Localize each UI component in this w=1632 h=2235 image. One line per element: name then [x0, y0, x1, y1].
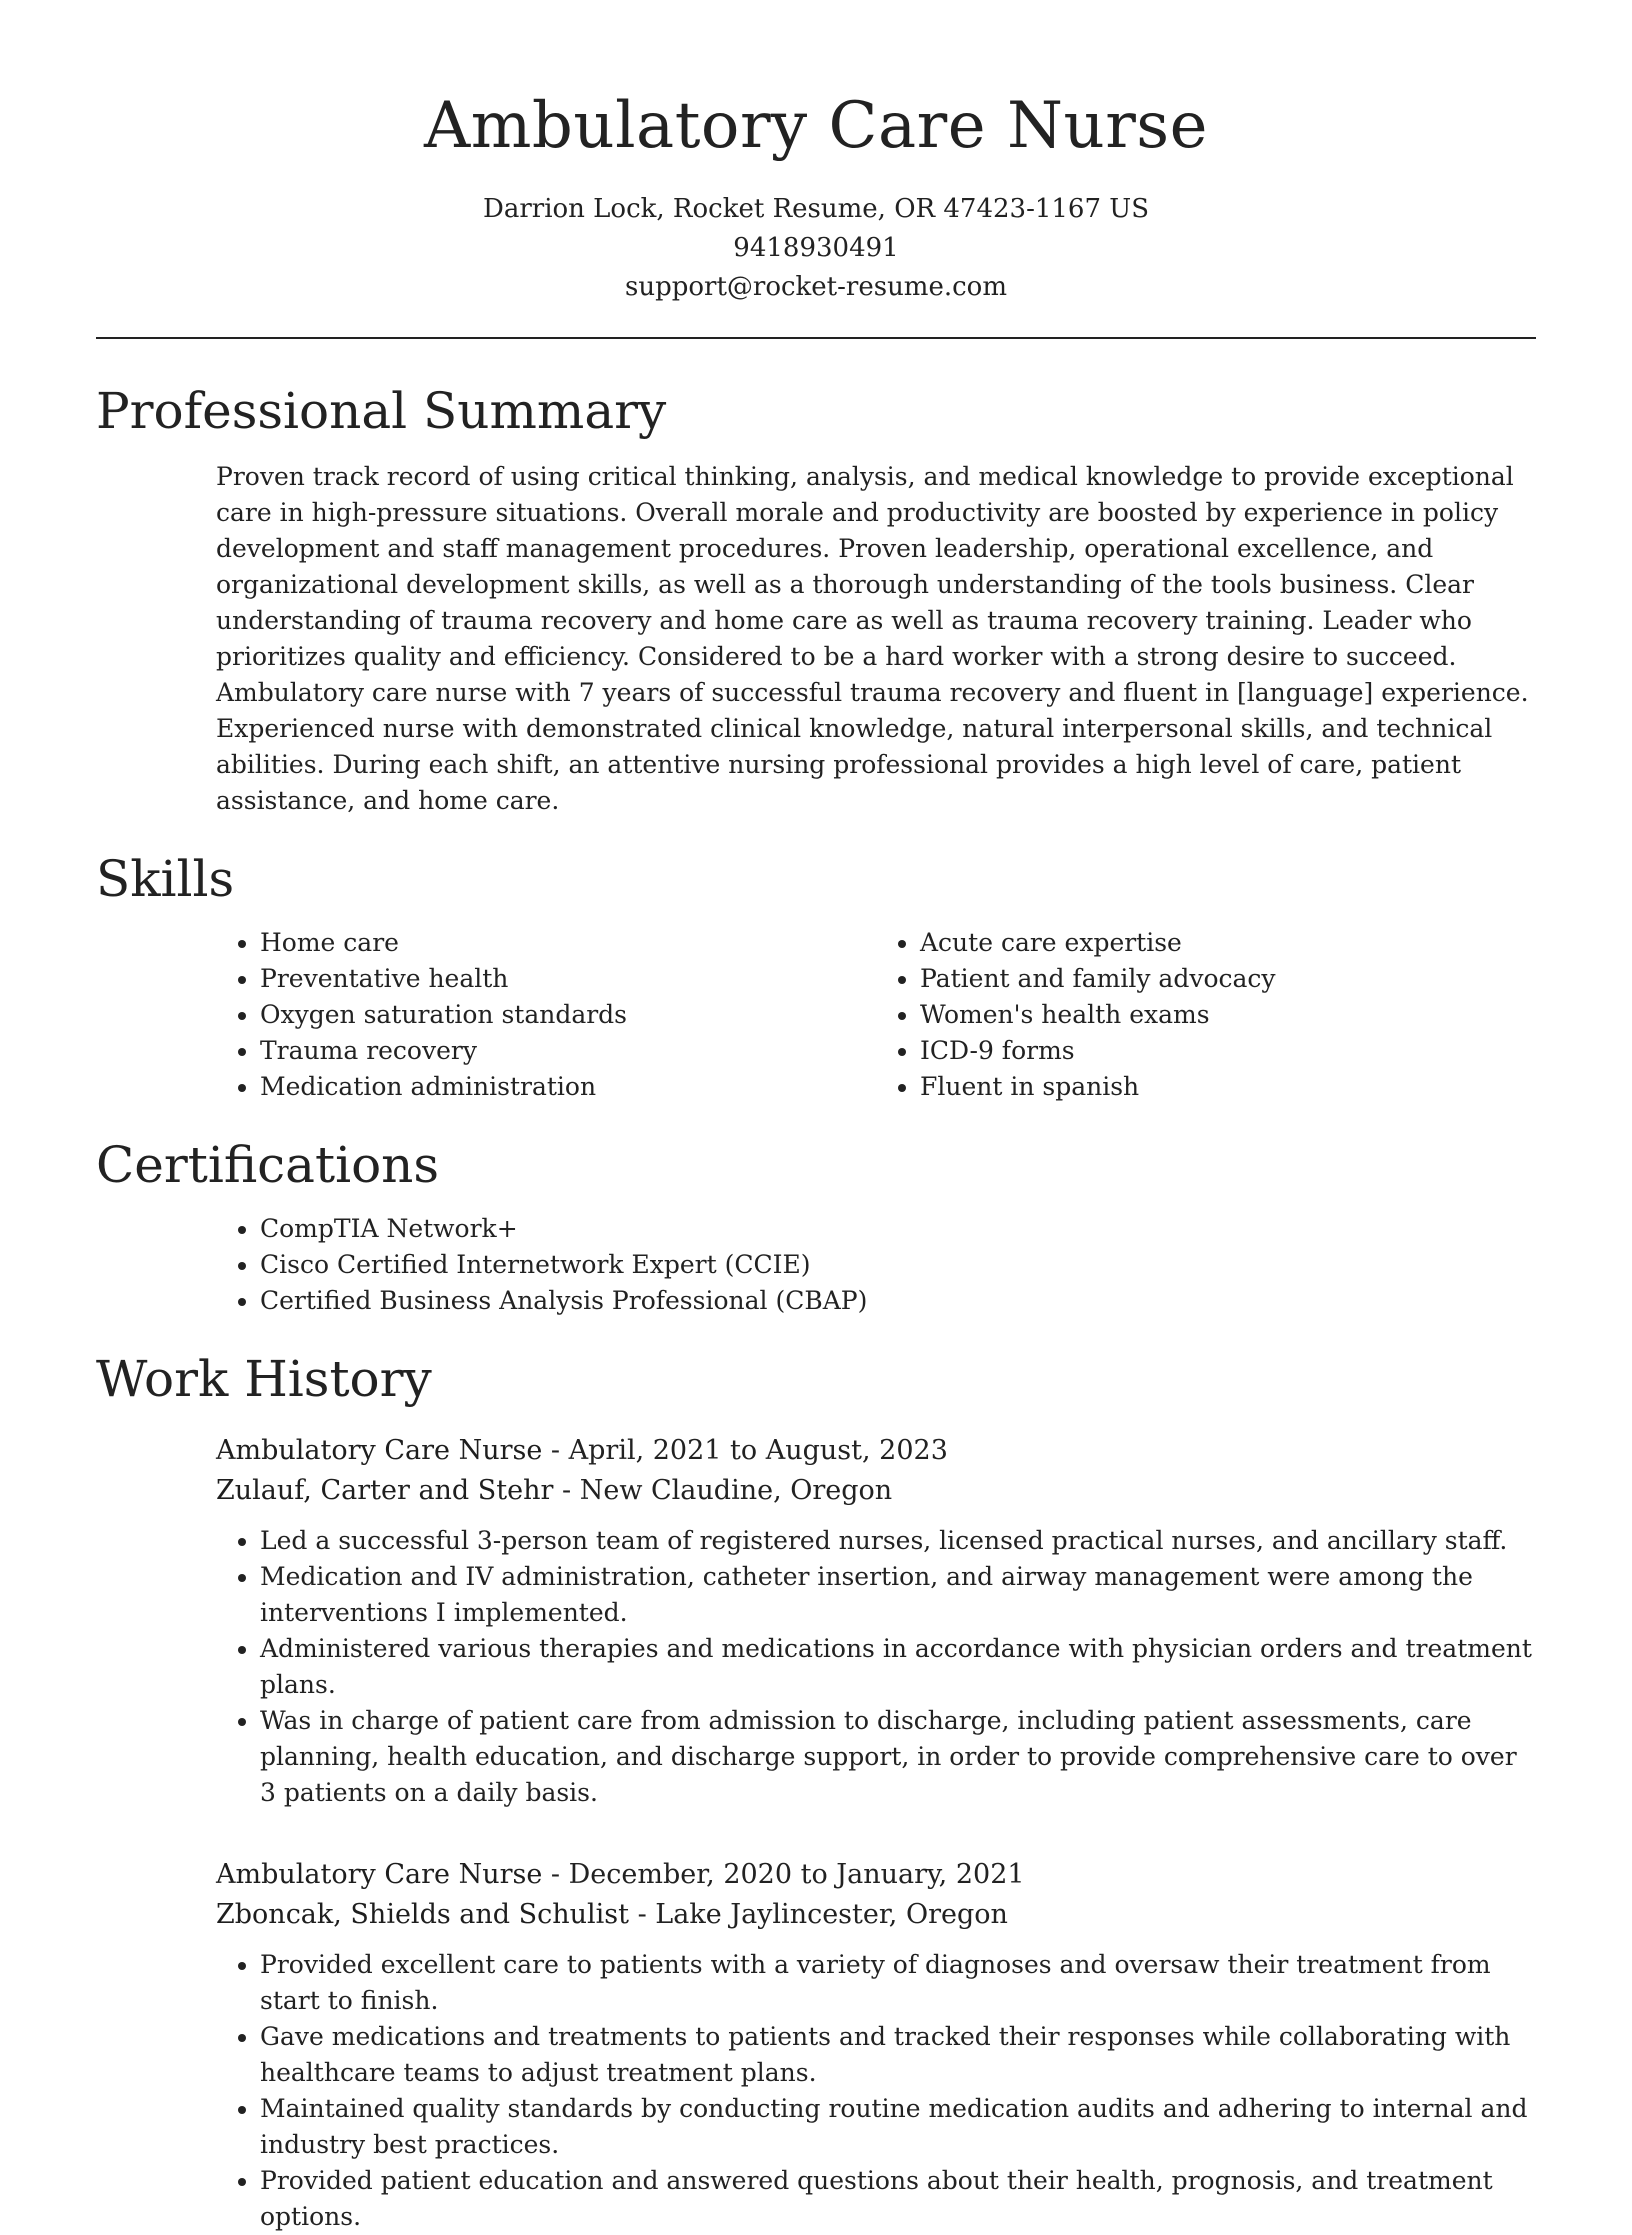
work-history-heading: Work History	[96, 1350, 432, 1408]
certifications-heading: Certifications	[96, 1136, 440, 1194]
summary-heading: Professional Summary	[96, 382, 667, 440]
job-bullet: • Medication and IV administration, catheter insertion, and airway management were among the interventions I implemented.	[260, 1559, 1536, 1631]
job-entry	[216, 1855, 1536, 2235]
job-bullets	[216, 1523, 1536, 1811]
skill-item: • Preventative health	[260, 961, 876, 997]
resume-header	[96, 0, 1536, 307]
certifications-list	[216, 1211, 1536, 1319]
job-bullet: • Provided patient education and answered questions about their health, prognosis, and treatment options.	[260, 2163, 1536, 2235]
job-employer: Zulauf, Carter and Stehr	[216, 1475, 554, 1506]
certification-item: • Certified Business Analysis Professional (CBAP)	[260, 1283, 1536, 1319]
resume-title: Ambulatory Care Nurse	[423, 89, 1209, 163]
job-bullet: • Led a successful 3-person team of registered nurses, licensed practical nurses, and ancillary staff.	[260, 1523, 1536, 1559]
job-entry	[216, 1431, 1536, 1811]
job-location: - Lake Jaylincester, Oregon	[629, 1899, 1008, 1930]
skills-column-left	[216, 925, 876, 1105]
skill-item: • Trauma recovery	[260, 1033, 876, 1069]
skill-item: • Home care	[260, 925, 876, 961]
job-title-line	[216, 1431, 1536, 1471]
skill-item: • ICD-9 forms	[920, 1033, 1536, 1069]
job-bullet: • Gave medications and treatments to patients and tracked their responses while collaborating with healthcare teams to adjust treatment plans.	[260, 2019, 1536, 2091]
skills-heading: Skills	[96, 850, 235, 908]
job-bullet: • Provided excellent care to patients with a variety of diagnoses and oversaw their treatment from start to finish.	[260, 1947, 1536, 2019]
job-title: Ambulatory Care Nurse	[216, 1435, 543, 1466]
contact-block	[96, 190, 1536, 307]
job-bullet: • Administered various therapies and medications in accordance with physician orders and treatment plans.	[260, 1631, 1536, 1703]
skill-item: • Patient and family advocacy	[920, 961, 1536, 997]
skills-section	[96, 847, 1536, 1105]
job-employer-line	[216, 1895, 1536, 1935]
job-bullet: • Maintained quality standards by conducting routine medication audits and adhering to internal and industry best practices.	[260, 2091, 1536, 2163]
certification-item: • Cisco Certified Internetwork Expert (CCIE)	[260, 1247, 1536, 1283]
skills-grid	[216, 925, 1536, 1105]
job-title-line	[216, 1855, 1536, 1895]
contact-email: support@rocket-resume.com	[624, 272, 1007, 302]
skills-column-right	[876, 925, 1536, 1105]
job-dates: - April, 2021 to August, 2023	[542, 1435, 948, 1466]
header-divider	[96, 337, 1536, 339]
certifications-section	[96, 1133, 1536, 1319]
summary-section	[96, 379, 1536, 819]
certification-item: • CompTIA Network+	[260, 1211, 1536, 1247]
job-dates: - December, 2020 to January, 2021	[542, 1859, 1025, 1890]
job-location: - New Claudine, Oregon	[553, 1475, 893, 1506]
skill-item: • Acute care expertise	[920, 925, 1536, 961]
job-bullets	[216, 1947, 1536, 2235]
resume-page	[96, 0, 1536, 2235]
summary-text: Proven track record of using critical thinking, analysis, and medical knowledge to provide exceptional care in high-pressure situations. Overall morale and productivity are boosted by experience in policy development and staff management procedures. Proven leadership, operational excellence, and organizational development skills, as well as a thorough understanding of the tools business. Clear understanding of trauma recovery and home care as well as trauma recovery training. Leader who prioritizes quality and efficiency. Considered to be a hard worker with a strong desire to succeed. Ambulatory care nurse with 7 years of successful trauma recovery and fluent in [language] experience. Experienced nurse with demonstrated clinical knowledge, natural interpersonal skills, and technical abilities. During each shift, an attentive nursing professional provides a high level of care, patient assistance, and home care.	[216, 462, 1529, 815]
skill-item: • Fluent in spanish	[920, 1069, 1536, 1105]
job-employer: Zboncak, Shields and Schulist	[216, 1899, 630, 1930]
skill-item: • Women's health exams	[920, 997, 1536, 1033]
skill-item: • Medication administration	[260, 1069, 876, 1105]
contact-phone: 9418930491	[733, 233, 899, 263]
job-title: Ambulatory Care Nurse	[216, 1859, 543, 1890]
contact-address: Darrion Lock, Rocket Resume, OR 47423-1167 US	[482, 194, 1150, 224]
job-employer-line	[216, 1471, 1536, 1511]
work-history-section	[96, 1347, 1536, 2235]
job-bullet: • Was in charge of patient care from admission to discharge, including patient assessments, care planning, health education, and discharge support, in order to provide comprehensive care to over 3 patients on a daily basis.	[260, 1703, 1536, 1811]
skill-item: • Oxygen saturation standards	[260, 997, 876, 1033]
